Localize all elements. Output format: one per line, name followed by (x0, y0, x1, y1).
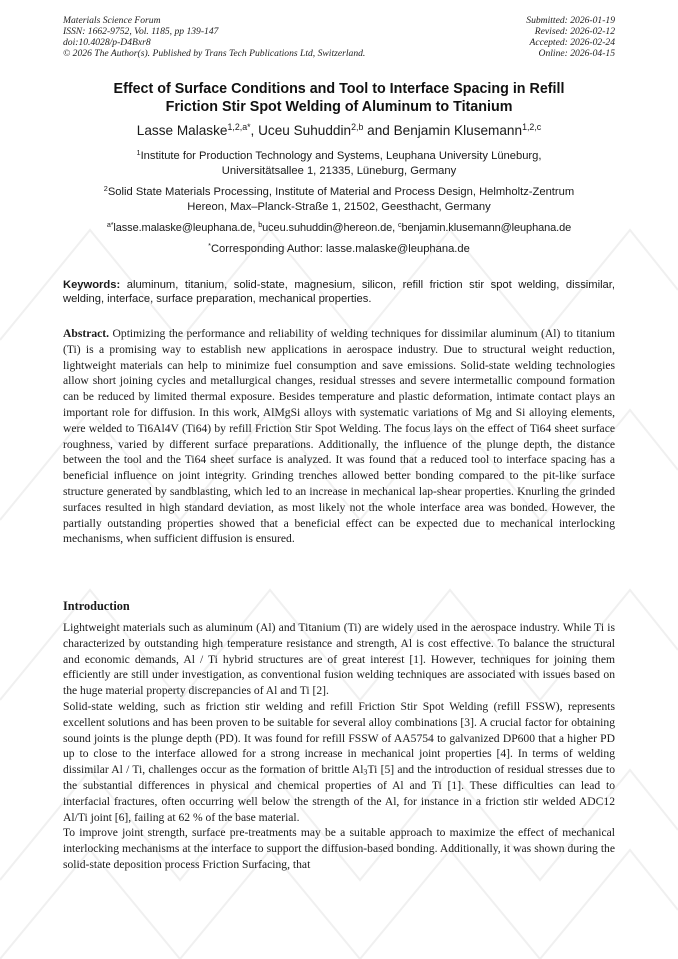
header-left (63, 15, 365, 59)
copyright: © 2026 The Author(s). Published by Trans Tech Publications Ltd, Switzerland. (63, 48, 366, 59)
author-emails (50, 221, 628, 236)
abstract (63, 326, 615, 547)
issn: ISSN: 1662-9752, Vol. 1185, pp 139-147 (63, 26, 219, 37)
affiliation-2-sup: 2 (103, 184, 108, 193)
online-date: Online: 2026-04-15 (538, 48, 615, 59)
author-2: Uceu Suhuddin (258, 123, 352, 138)
affiliation-1-line-1: Institute for Production Technology and Systems, Leuphana University Lüneburg, (140, 150, 542, 162)
author-separator-2: and (363, 123, 394, 138)
email-b-sup: b (258, 221, 263, 230)
author-1: Lasse Malaske (136, 123, 228, 138)
introduction-body (63, 620, 615, 873)
journal-name: Materials Science Forum (63, 15, 161, 26)
author-2-sup: 2,b (351, 122, 364, 133)
author-list (40, 123, 638, 139)
section-heading-introduction: Introduction (63, 599, 130, 613)
intro-paragraph-1: Lightweight materials such as aluminum (Al) and Titanium (Ti) are widely used in the aerospace industry. While Ti is characterized by outstanding high temperature resistance and strength, Al is cost effective. To balance the structural and economic demands, Al / Ti hybrid structures are of great interest [1]. However, techniques for joining them efficiently are still under investigation, as conventional fusion welding techniques are associated with issues based on the huge material property discrepancies of Al and Ti [2]. (63, 621, 615, 698)
corresponding-author (50, 242, 628, 257)
intro-paragraph-2-part-a: Solid-state welding, such as friction stir welding and refill Friction Stir Spot Welding (refill FSSW), represents excellent solutions and has been proven to be suitable for several alloy combinations [3]. A crucial factor for obtaining sound joints is the plunge depth (PD). It was found for refill FSSW of AA5754 to galvanized DP600 that a higher PD up to close to the interface allowed for a strong increase in mechanical joint properties [4]. In terms of welding dissimilar Al / Ti, challenges occur as the formation of brittle Al (63, 699, 615, 777)
keywords-text: aluminum, titanium, solid-state, magnesium, silicon, refill friction stir spot welding, dissimilar, welding, interface, surface preparation, mechanical properties. (63, 279, 615, 305)
corresponding-sup: * (208, 241, 211, 250)
affiliation-1-line-2: Universitätsallee 1, 21335, Lüneburg, Germany (221, 165, 457, 177)
keywords-label: Keywords: (63, 279, 121, 291)
affiliation-2-line-2: Hereon, Max–Planck-Straße 1, 21502, Geesthacht, Germany (187, 201, 491, 213)
title-line-2: Friction Stir Spot Welding of Aluminum to Titanium (165, 99, 513, 115)
author-3: Benjamin Klusemann (393, 123, 523, 138)
accepted-date: Accepted: 2026-02-24 (529, 37, 615, 48)
email-c[interactable]: benjamin.klusemann@leuphana.de (401, 222, 572, 234)
intro-paragraph-2-subscript: 3 (363, 767, 368, 777)
email-b[interactable]: uceu.suhuddin@hereon.de, (262, 222, 399, 234)
corresponding-text: Corresponding Author: lasse.malaske@leuphana.de (210, 243, 470, 255)
email-a[interactable]: lasse.malaske@leuphana.de, (113, 222, 259, 234)
paper-title (50, 80, 628, 116)
intro-paragraph-2-part-b: Ti [5] and the introduction of residual stresses due to the substantial differences in physical and chemical properties of Al and Ti [1]. These difficulties can lead to interfacial fractures, often occurring well below the strength of the Al, for instance in a friction stir welded ADC12 Al/Ti joint [6], failing at 62 % of the base material. (63, 763, 615, 824)
author-separator-1: , (250, 123, 259, 138)
doi[interactable]: doi:10.4028/p-D4Bxr8 (63, 37, 151, 48)
abstract-text: Optimizing the performance and reliability of welding techniques for dissimilar aluminum (Al) to titanium (Ti) is a promising way to establish new applications in aerospace industry. Due to structural weight reduction, lightweight materials can help to minimize fuel consumption and save emissions. Solid-state welding technologies allow short joining cycles and metallurgical changes, residual stresses and severe intermetallic compound formation can be reduced by limited thermal exposure. Besides temperature and plastic deformation, intimate contact plays an important role for diffusion. In this work, AlMgSi alloys with systematic variations of Mg and Si alloying elements, were welded to Ti6Al4V (Ti64) by refill Friction Stir Spot Welding. The focus lays on the effect of Ti64 sheet surface roughness, varied by different surface preparations. Additionally, the influence of the plunge depth, the distance between the tool and the Ti64 sheet surface is analyzed. It was found that a reduced tool to interface spacing has a beneficial influence on joint integrity. Grinding trenches allowed better bonding compared to the pit-like surface structure generated by sandblasting, which led to an increase in mechanical lap-shear properties. Knurling the grinded surfaces resulted in high standard deviation, as most likely not the whole interface area was bonded. However, the partially outstanding properties showed that a beneficial effect can be expected due to mechanical interlocking mechanisms, when sufficient diffusion is ensured. (63, 327, 615, 546)
keywords (63, 278, 615, 306)
affiliation-1-sup: 1 (136, 148, 141, 157)
affiliation-2-line-1: Solid State Materials Processing, Institute of Material and Process Design, Helmholtz-Zentrum (107, 186, 575, 198)
affiliation-1 (50, 149, 628, 179)
email-c-sup: c (398, 221, 402, 230)
author-1-sup: 1,2,a* (227, 122, 251, 133)
email-a-sup: a* (106, 221, 114, 230)
submitted-date: Submitted: 2026-01-19 (526, 15, 615, 26)
affiliation-2 (50, 185, 628, 215)
header-right (526, 15, 615, 59)
author-3-sup: 1,2,c (522, 122, 542, 133)
revised-date: Revised: 2026-02-12 (534, 26, 615, 37)
intro-paragraph-3: To improve joint strength, surface pre-treatments may be a suitable approach to maximize the effect of mechanical interlocking mechanisms at the interface to support the diffusion-based bonding. Additionally, it was shown during the solid-state deposition process Friction Surfacing, that (63, 826, 615, 871)
abstract-label: Abstract. (63, 327, 110, 340)
intro-paragraph-2 (63, 699, 615, 825)
title-line-1: Effect of Surface Conditions and Tool to Interface Spacing in Refill (113, 81, 565, 97)
